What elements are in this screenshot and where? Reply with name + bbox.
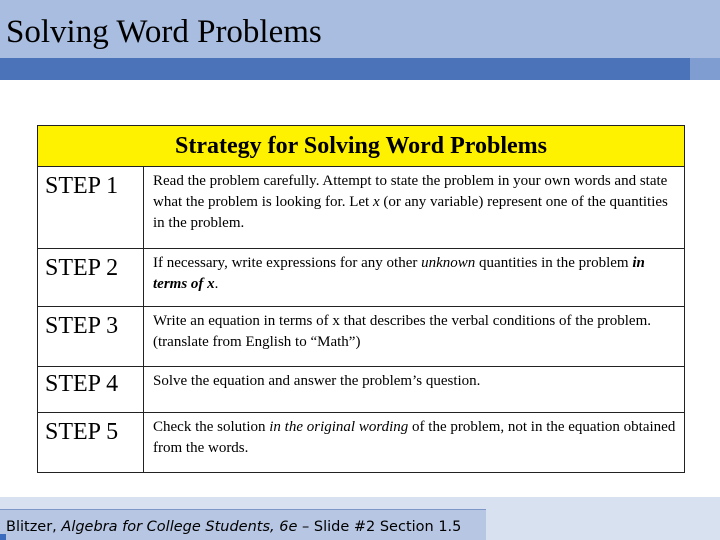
slide-title: Solving Word Problems — [6, 14, 322, 50]
step-5-text-b: of the problem, not in the equation obtained from the words. — [153, 419, 676, 456]
table-row — [38, 413, 685, 473]
step-5-original-wording: in the original wording — [269, 419, 409, 435]
title-bar — [0, 0, 720, 58]
footer-citation — [6, 519, 461, 535]
step-5-text-a: Check the solution — [153, 419, 270, 435]
step-1-text-b: (or any variable) represent one of the quantities in the problem. — [153, 194, 668, 231]
strategy-table — [37, 125, 685, 473]
step-1-variable: x — [372, 194, 380, 210]
title-stripe-accent — [690, 58, 720, 80]
table-row — [38, 367, 685, 413]
step-5-label: STEP 5 — [38, 413, 144, 473]
table-heading: Strategy for Solving Word Problems — [38, 126, 685, 167]
step-2-in-terms-of-x: in terms of x — [153, 255, 645, 292]
footer-corner-mark — [0, 534, 6, 540]
step-4-description: Solve the equation and answer the problem’s question. — [144, 367, 685, 413]
table-row — [38, 249, 685, 307]
title-stripe — [0, 58, 720, 80]
step-1-description — [144, 167, 685, 249]
footer-book-title: Algebra for College Students, 6e — [61, 519, 298, 535]
footer-slide-info: – Slide #2 Section 1.5 — [297, 519, 462, 535]
table-row — [38, 307, 685, 367]
step-2-unknown: unknown — [421, 255, 476, 271]
step-1-label: STEP 1 — [38, 167, 144, 249]
step-1-text-a: Read the problem carefully. Attempt to state the problem in your own words and state what the problem is looking for. Let — [153, 173, 668, 210]
step-2-text-c: . — [214, 276, 219, 292]
table-row — [38, 167, 685, 249]
step-5-description — [144, 413, 685, 473]
step-4-label: STEP 4 — [38, 367, 144, 413]
step-3-description: Write an equation in terms of x that describes the verbal conditions of the problem. (translate from English to “Math”) — [144, 307, 685, 367]
step-3-label: STEP 3 — [38, 307, 144, 367]
step-2-description — [144, 249, 685, 307]
step-2-text-a: If necessary, write expressions for any other — [153, 255, 422, 271]
footer-author: Blitzer, — [6, 519, 62, 535]
step-2-label: STEP 2 — [38, 249, 144, 307]
step-2-text-b: quantities in the problem — [475, 255, 633, 271]
